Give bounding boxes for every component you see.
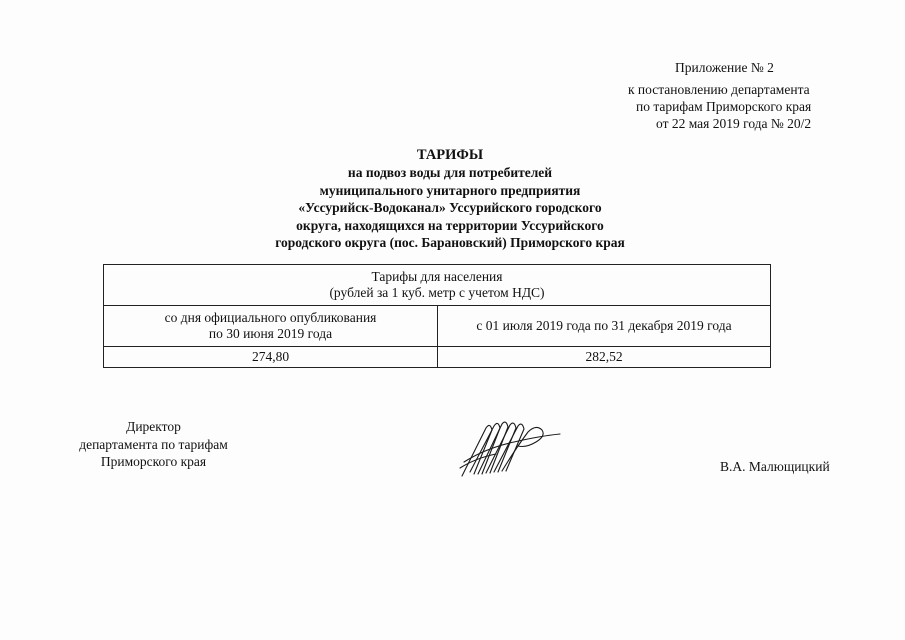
table-header-line: Тарифы для населения (371, 269, 503, 284)
table-row (104, 306, 771, 347)
tariff-value-cell: 274,80 (104, 347, 438, 368)
table-row (104, 347, 771, 368)
period-cell (104, 306, 438, 347)
appendix-line: к постановлению департамента (628, 82, 810, 97)
period-cell: с 01 июля 2019 года по 31 декабря 2019 года (438, 306, 771, 347)
heading-line: городского округа (пос. Барановский) Приморского края (275, 235, 625, 251)
signatory-name: В.А. Малющицкий (720, 459, 830, 474)
appendix-line: от 22 мая 2019 года № 20/2 (656, 116, 812, 131)
table-header-cell (104, 265, 771, 306)
handwritten-signature (456, 418, 566, 480)
heading-title: ТАРИФЫ (416, 147, 484, 163)
heading-line: округа, находящихся на территории Уссурийского (296, 217, 604, 233)
table-header-line: (рублей за 1 куб. метр с учетом НДС) (329, 285, 545, 300)
heading-line: муниципального унитарного предприятия (319, 182, 581, 198)
appendix-line: по тарифам Приморского края (636, 99, 812, 114)
position-line: Директор (126, 419, 181, 434)
period-line: со дня официального опубликования (164, 310, 377, 325)
tariff-table (103, 264, 771, 368)
tariff-value-cell: 282,52 (438, 347, 771, 368)
heading-line: на подвоз воды для потребителей (347, 165, 553, 181)
document-heading (240, 147, 660, 251)
heading-line: «Уссурийск-Водоканал» Уссурийского городского (298, 200, 602, 216)
position-line: департамента по тарифам (79, 436, 228, 452)
period-line: по 30 июня 2019 года (208, 326, 333, 341)
position-line: Приморского края (100, 454, 207, 469)
appendix-title: Приложение № 2 (675, 60, 774, 75)
signatory-position (66, 418, 241, 471)
table-header-row (104, 265, 771, 306)
